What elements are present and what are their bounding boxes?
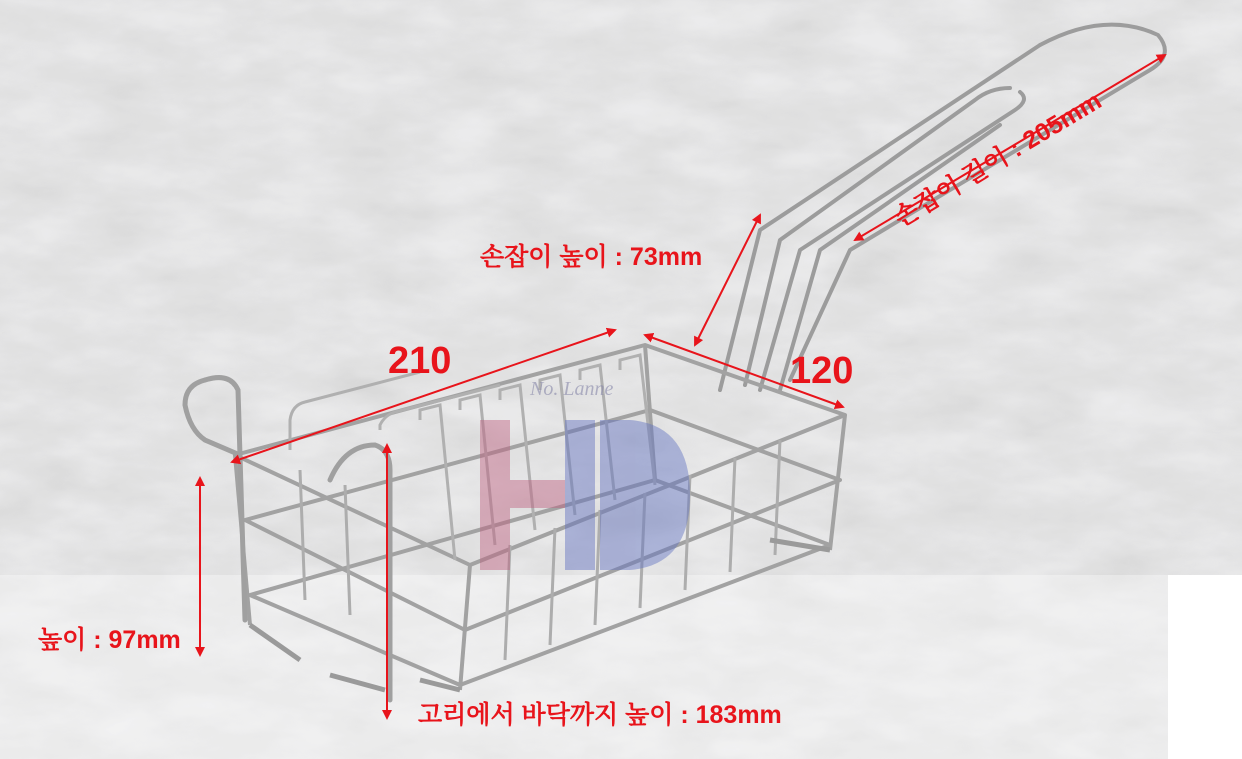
handle-height-label: 손잡이 높이 : 73mm <box>480 243 703 271</box>
height-label: 높이 : 97mm <box>38 626 181 654</box>
length-label: 210 <box>388 340 452 382</box>
script-watermark: No. Lanne <box>530 378 614 400</box>
width-label: 120 <box>790 350 854 392</box>
handle-length-label: 손잡이 길이 : 205mm <box>889 86 1107 233</box>
hook-to-bottom-label: 고리에서 바닥까지 높이 : 183mm <box>418 701 782 729</box>
handle-height-arrow <box>695 215 760 345</box>
